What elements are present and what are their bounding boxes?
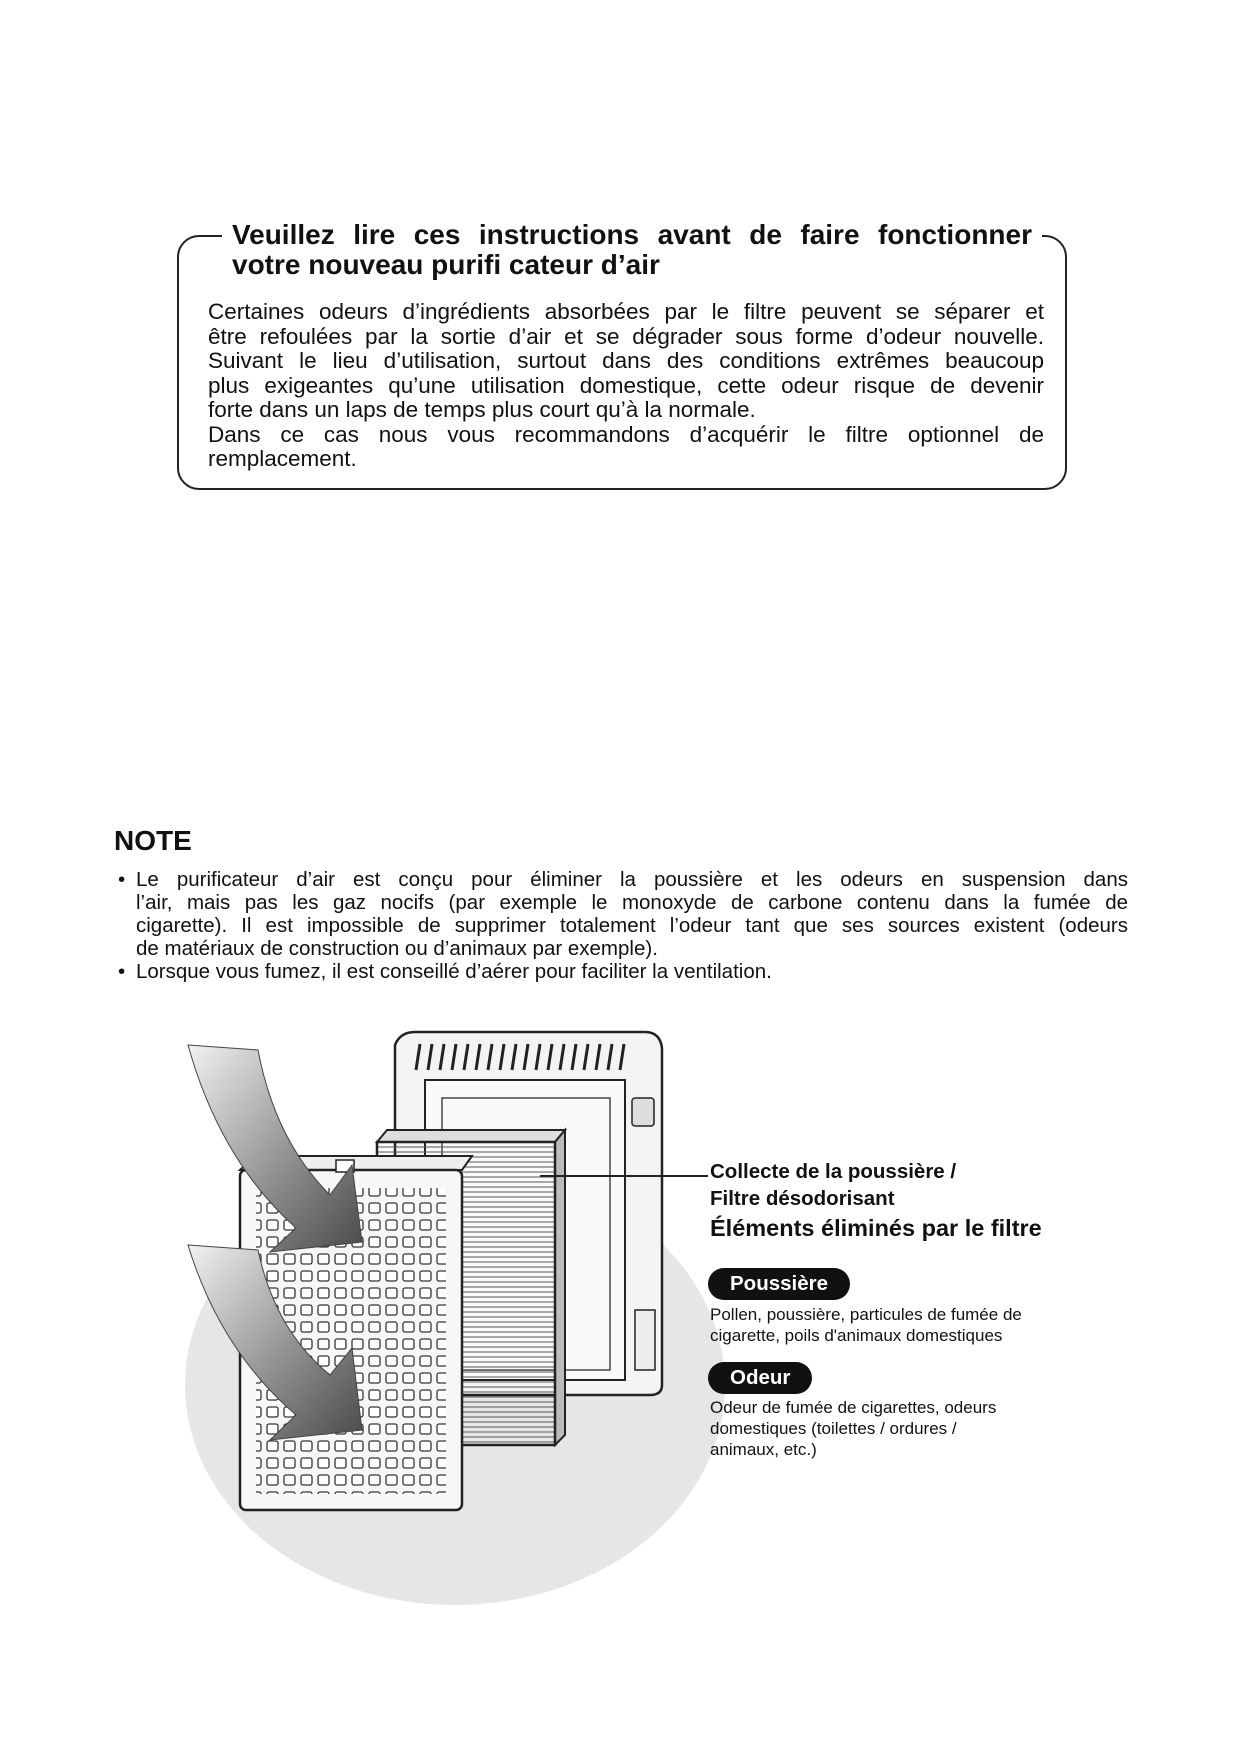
note-title: NOTE bbox=[114, 825, 192, 856]
odor-description-line: Odeur de fumée de cigarettes, odeurs bbox=[710, 1398, 997, 1417]
filter-callout bbox=[710, 1158, 956, 1212]
instruction-line: Dans ce cas nous vous recommandons d’acquérir le filtre optionnel de bbox=[208, 421, 1044, 447]
instruction-line: être refoulées par la sortie d’air et se dégrader sous forme d’odeur nouvelle. bbox=[208, 323, 1044, 349]
callout-line-1: Collecte de la poussière / bbox=[710, 1160, 957, 1183]
note-item bbox=[118, 960, 1128, 983]
odor-description-line: domestiques (toilettes / ordures / bbox=[710, 1419, 957, 1438]
note-list bbox=[118, 868, 1128, 983]
instruction-line: Suivant le lieu d’utilisation, surtout dans des conditions extrêmes beaucoup bbox=[208, 348, 1044, 373]
instruction-line: remplacement. bbox=[208, 446, 357, 471]
instruction-line: forte dans un laps de temps plus court qu’à la normale. bbox=[208, 397, 756, 422]
instruction-title-line2: votre nouveau purifi cateur d’air bbox=[232, 249, 660, 280]
dust-description bbox=[710, 1304, 1050, 1346]
eliminated-elements-title: Éléments éliminés par le filtre bbox=[710, 1215, 1042, 1241]
dust-badge: Poussière bbox=[708, 1268, 850, 1300]
odor-badge: Odeur bbox=[708, 1362, 812, 1394]
instruction-paragraph-2 bbox=[208, 423, 1044, 472]
bullet: • bbox=[118, 960, 126, 983]
instruction-body bbox=[208, 300, 1044, 472]
bullet: • bbox=[118, 868, 126, 891]
odor-description-line: animaux, etc.) bbox=[710, 1440, 817, 1459]
note-text: Lorsque vous fumez, il est conseillé d’aérer pour faciliter la ventilation. bbox=[136, 960, 772, 983]
instruction-title bbox=[222, 220, 1042, 280]
air-purifier-illustration bbox=[180, 1030, 760, 1610]
dust-description-line: cigarette, poils d'animaux domestiques bbox=[710, 1326, 1003, 1345]
callout-line-2: Filtre désodorisant bbox=[710, 1187, 895, 1210]
note-line: l’air, mais pas les gaz nocifs (par exemple le monoxyde de carbone contenu dans la fumée de bbox=[136, 891, 1128, 914]
callout-leader-line bbox=[540, 1175, 708, 1177]
note-line: de matériaux de construction ou d’animaux par exemple). bbox=[136, 937, 658, 960]
instruction-title-line1: Veuillez lire ces instructions avant de faire fonctionner bbox=[232, 219, 1032, 250]
instruction-paragraph-1 bbox=[208, 300, 1044, 423]
note-line: cigarette). Il est impossible de supprimer totalement l’odeur tant que ses sources existent (odeurs bbox=[136, 914, 1128, 937]
instruction-line: plus exigeantes qu’une utilisation domestique, cette odeur risque de devenir bbox=[208, 372, 1044, 398]
note-item bbox=[118, 868, 1128, 960]
dust-description-line: Pollen, poussière, particules de fumée de bbox=[710, 1305, 1022, 1324]
note-line: Le purificateur d’air est conçu pour éliminer la poussière et les odeurs en suspension dans bbox=[136, 868, 1128, 891]
instruction-line: Certaines odeurs d’ingrédients absorbées par le filtre peuvent se séparer et bbox=[208, 299, 1044, 324]
odor-description bbox=[710, 1397, 1050, 1460]
